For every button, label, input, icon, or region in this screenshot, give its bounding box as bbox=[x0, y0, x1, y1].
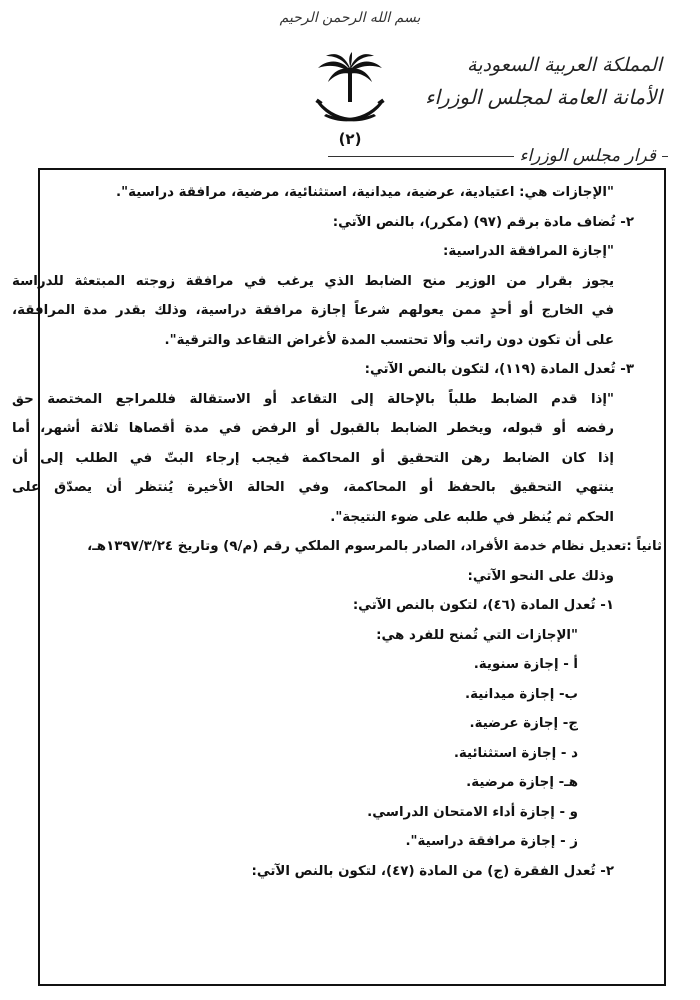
list-item: ز - إجازة مرافقة دراسية". bbox=[405, 834, 578, 849]
list-item: أ - إجازة سنوية. bbox=[473, 657, 578, 672]
body-line: في الخارج أو أحدٍ ممن يعولهم شرعاً إجازة مرافقة دراسية، وذلك بقدر مدة المرافقة، bbox=[12, 303, 614, 318]
list-item: د - إجازة استثنائية. bbox=[453, 745, 578, 761]
basmala: بسم الله الرحمن الرحيم bbox=[279, 10, 421, 26]
body-line: على أن تكون دون راتب وألا تحتسب المدة لأغراض التقاعد والترقية". bbox=[164, 332, 614, 348]
kingdom-title: المملكة العربية السعودية bbox=[467, 54, 662, 76]
saudi-emblem-icon bbox=[312, 52, 388, 132]
body-line: وذلك على النحو الآتي: bbox=[467, 568, 614, 584]
list-item: ج- إجازة عرضية. bbox=[469, 716, 578, 731]
body-line: رفضه أو قبوله، ويخطر الضابط بالقبول أو الرفض في مدة أقصاها ثلاثة أشهر، أما bbox=[12, 421, 614, 436]
list-item: هـ- إجازة مرضية. bbox=[466, 775, 578, 790]
body-line: الحكم ثم يُنظر في طلبه على ضوء النتيجة". bbox=[330, 509, 614, 525]
secretariat-title: الأمانة العامة لمجلس الوزراء bbox=[425, 85, 662, 109]
decree-label: قرار مجلس الوزراء bbox=[514, 143, 662, 169]
body-line: يجوز بقرار من الوزير منح الضابط الذي يرغب في مرافقة زوجته المبتعثة للدراسة bbox=[12, 273, 614, 289]
body-line: "إذا قدم الضابط طلباً بالإحالة إلى التقاعد أو الاستقالة فللمراجع المختصة حق bbox=[12, 391, 614, 407]
body-line: إذا كان الضابط رهن التحقيق أو المحاكمة فيجب إرجاء البتّ في الطلب إلى أن bbox=[12, 450, 614, 466]
list-item: ب- إجازة ميدانية. bbox=[464, 686, 578, 702]
page-number: (٢) bbox=[338, 130, 362, 148]
body-line: "الإجازات هي: اعتيادية، عرضية، ميدانية، استثنائية، مرضية، مرافقة دراسية". bbox=[116, 185, 614, 200]
body-line: "إجازة المرافقة الدراسية: bbox=[443, 244, 614, 259]
body-line: "الإجازات التي تُمنح للفرد هي: bbox=[376, 627, 578, 643]
document-body bbox=[12, 178, 662, 886]
body-line: ١- تُعدل المادة (٤٦)، لتكون بالنص الآتي: bbox=[352, 598, 614, 613]
letterhead bbox=[412, 50, 662, 114]
body-line: ٣- تُعدل المادة (١١٩)، لتكون بالنص الآتي: bbox=[364, 362, 634, 377]
body-line: ثانياً :تعديل نظام خدمة الأفراد، الصادر بالمرسوم الملكي رقم (م/٩) وتاريخ ١٣٩٧/٣/٢٤هـ، bbox=[87, 539, 662, 554]
body-line: ٢- تُعدل الفقرة (ج) من المادة (٤٧)، لتكون بالنص الآتي: bbox=[251, 863, 614, 879]
decree-banner bbox=[328, 143, 668, 169]
list-item: و - إجازة أداء الامتحان الدراسي. bbox=[367, 804, 578, 820]
body-line: ينتهي التحقيق بالحفظ أو المحاكمة، وفي الحالة الأخيرة يُنتظر أن يصدّق على bbox=[12, 480, 614, 495]
body-line: ٢- تُضاف مادة برقم (٩٧) (مكرر)، بالنص الآتي: bbox=[332, 214, 634, 230]
